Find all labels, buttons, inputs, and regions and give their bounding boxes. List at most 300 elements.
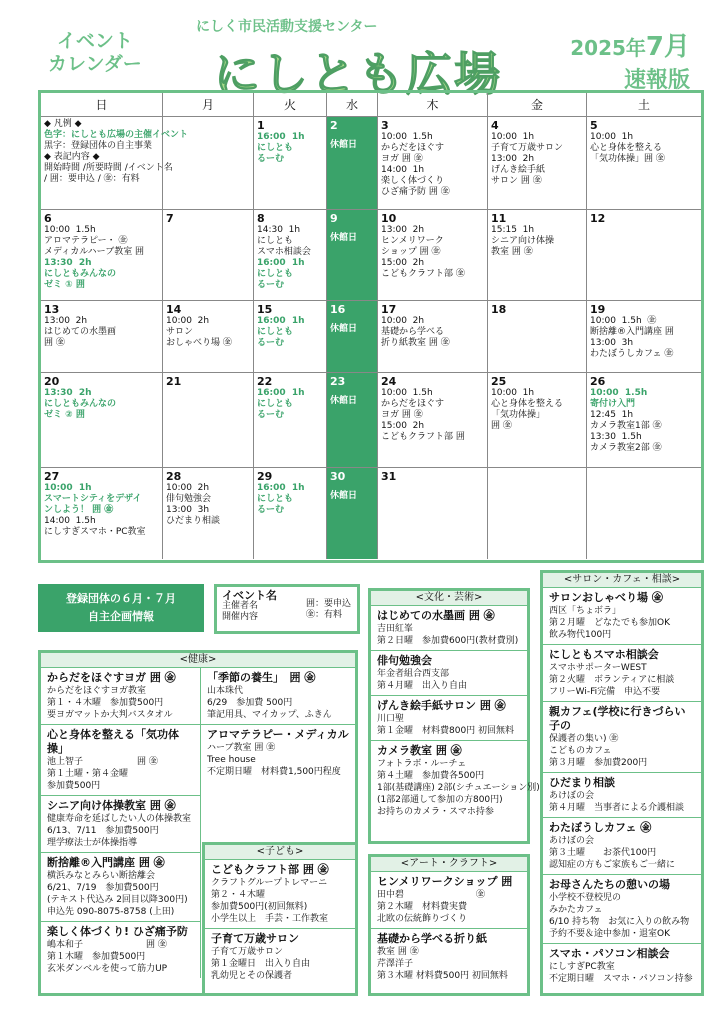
event-line: 10:00 2h (166, 483, 210, 493)
weekday-2: 火 (254, 93, 327, 116)
event-line: からだをほぐす (381, 399, 445, 409)
item-title: カメラ教室 囲 ㊎ (377, 744, 462, 757)
event-line: カメラ教室1部 ㊎ (590, 421, 662, 431)
item-line: 筆記用具、マイカップ、ふきん (207, 710, 332, 720)
item-line: お持ちのカメラ・スマホ持参 (377, 807, 494, 817)
event-line: アロマテラピー・ ㊎ (44, 236, 128, 246)
legend-right (306, 599, 351, 621)
item-title: 心と身体を整える「気功体操」 (47, 728, 179, 755)
day-cell (488, 468, 587, 559)
item-line: 第２火曜 ボランティアに相談 (549, 675, 675, 685)
event-line: にしすぎスマホ・PC教室 (44, 527, 146, 537)
section-item (371, 606, 527, 651)
event-line: からだをほぐす (381, 143, 445, 153)
item-title: わたぼうしカフェ ㊎ (549, 821, 652, 834)
item-title: こどもクラフト部 囲 ㊎ (211, 863, 329, 876)
section-item (371, 696, 527, 741)
event-line: 楽しく体づくり (381, 176, 445, 186)
day-cell (378, 117, 488, 209)
event-line: こどもクラフト部 囲 (381, 432, 465, 442)
item-title: 俳句勉強会 (377, 654, 432, 667)
day-cell (587, 117, 701, 209)
weekday-5: 金 (488, 93, 587, 116)
item-title: 楽しく体づくり! ひざ痛予防 (47, 925, 188, 938)
event-line: 断捨離®入門講座 囲 (590, 327, 674, 337)
event-line: 俳句勉強会 (166, 494, 212, 504)
art-section (368, 854, 530, 996)
legend-fee: ㊎：有料 (305, 610, 342, 620)
item-line: こどものカフェ (549, 746, 612, 756)
legend-text: 開始時間 /所要時間 /イベント名 (44, 163, 173, 173)
section-item (41, 922, 200, 978)
legend-text: ◆ 表記内容 ◆ (44, 152, 100, 162)
item-line: 第２月曜 どなたでも参加OK (549, 618, 670, 628)
event-line: ショップ 囲 ㊎ (381, 247, 441, 257)
day-number: 22 (257, 375, 273, 388)
section-item (41, 725, 200, 796)
event-line: はじめての水墨画 (44, 327, 117, 337)
day-number: 26 (590, 375, 606, 388)
weekday-3: 水 (327, 93, 378, 116)
event-line: シニア向け体操 (491, 236, 555, 246)
item-line: 第３土曜 お茶代100円 (549, 848, 657, 858)
culture-section (368, 588, 540, 844)
day-cell (41, 301, 163, 372)
section-item (543, 944, 701, 988)
item-line: 不定期日曜 スマホ・パソコン持参 (549, 974, 693, 984)
header-edition: 速報版 (623, 68, 690, 93)
day-cell (378, 210, 488, 300)
day-number: 3 (381, 119, 389, 132)
day-number: 15 (257, 303, 273, 316)
day-number: 4 (491, 119, 499, 132)
item-line: 1部(基礎講座) 2部(シチュエーション別) (377, 783, 540, 793)
event-line: 13:00 2h (44, 316, 88, 326)
day-number: 2 (330, 119, 338, 132)
day-cell (587, 468, 701, 559)
day-number: 9 (330, 212, 338, 225)
item-line: 第１金曜 材料費800円 初回無料 (377, 726, 515, 736)
section-item (543, 875, 701, 944)
event-line: こどもクラフト部 ㊎ (381, 269, 465, 279)
day-number: 8 (257, 212, 265, 225)
calendar (38, 90, 704, 563)
event-line: にしとも (257, 143, 294, 153)
week-row (41, 210, 701, 301)
legend-text: 黒字：登録団体の自主事業 (44, 141, 153, 151)
day-number: 13 (44, 303, 60, 316)
item-line: 第１木曜 参加費500円 (47, 952, 146, 962)
health-left (41, 668, 201, 978)
header-year: 2025年 (570, 36, 646, 60)
item-line: 6/29 参加費 500円 (207, 698, 293, 708)
day-cell (378, 373, 488, 467)
day-number: 21 (166, 375, 182, 388)
event-line: るーむ (257, 505, 285, 515)
item-line: 教室 囲 ㊎ (377, 947, 419, 957)
event-line: 10:00 1.5h (590, 388, 648, 398)
section-header: <健康> (41, 653, 355, 668)
section-item (371, 651, 527, 696)
item-line: 要ヨガマットか大判バスタオル (47, 710, 173, 720)
event-line: 「気功体操」囲 ㊎ (590, 154, 665, 164)
item-title: ヒンメリワークショップ 囲 (377, 875, 513, 888)
item-line: 第１金曜日 出入り自由 (211, 959, 311, 969)
item-line: 申込先 090-8075-8758 (上田) (47, 907, 175, 917)
item-title: にしともスマホ相談会 (549, 648, 659, 661)
day-number: 19 (590, 303, 606, 316)
legend-line2: 開催内容 (222, 612, 259, 622)
day-cell (327, 468, 378, 559)
day-number: 31 (381, 470, 397, 483)
event-line: 10:00 1h (491, 132, 535, 142)
item-line: 6/13、7/11 参加費500円 (47, 826, 159, 836)
event-line: 10:00 1.5h ㊎ (590, 316, 657, 326)
item-line: 嶋本和子 囲 ㊎ (47, 940, 167, 950)
event-line: ヨガ 囲 ㊎ (381, 410, 423, 420)
item-line: 第２日曜 参加費600円(教材費別) (377, 636, 519, 646)
event-line: 13:30 2h (44, 258, 92, 268)
closed-label: 休館日 (330, 233, 358, 243)
item-line: フォトラボ・ルーチェ (377, 759, 467, 769)
event-line: 10:00 1.5h (44, 225, 96, 235)
event-line: 13:30 1.5h (590, 432, 642, 442)
legend-line1: 主催者名 (222, 601, 259, 611)
item-title: 基礎から学べる折り紙 (377, 932, 487, 945)
item-line: あけぼの会 (549, 791, 595, 801)
item-line: 西区「ちょボラ」 (549, 606, 622, 616)
item-line: 玄米ダンベルを使って筋力UP (47, 964, 168, 974)
header-left-line1: イベント (56, 30, 133, 52)
item-title: ひだまり相談 (549, 776, 615, 789)
event-line: 囲 ㊎ (491, 421, 512, 431)
item-line: 保護者の集い) ㊎ (549, 734, 619, 744)
day-cell (254, 301, 327, 372)
legend-box (214, 584, 360, 634)
item-line: 第２木曜 材料費実費 (377, 902, 468, 912)
event-line: 10:00 1h (491, 388, 535, 398)
event-line: わたぼうしカフェ ㊎ (590, 349, 674, 359)
day-cell (41, 210, 163, 300)
event-line: 13:00 3h (590, 338, 634, 348)
item-line: 健康寿命を延ばしたい人の体操教室 (47, 814, 192, 824)
legend-text: / 囲：要申込 / ㊎：有料 (44, 174, 140, 184)
event-line: ヒンメリワーク (381, 236, 444, 246)
event-line: にしともみんなの (44, 269, 117, 279)
event-line: ゼミ ② 囲 (44, 410, 85, 420)
section-item (205, 860, 355, 929)
day-number: 16 (330, 303, 346, 316)
event-line: 教室 囲 ㊎ (491, 247, 533, 257)
item-title: スマホ・パソコン相談会 (549, 947, 670, 960)
day-cell (327, 373, 378, 467)
day-cell (488, 373, 587, 467)
event-line: 10:00 1h (590, 132, 634, 142)
event-line: ヨガ 囲 ㊎ (381, 154, 423, 164)
item-line: 第２・４木曜 (211, 890, 266, 900)
event-line: 心と身体を整える (491, 399, 564, 409)
event-line: 基礎から学べる (381, 327, 445, 337)
header-month: 7月 (645, 32, 690, 62)
weekday-0: 日 (41, 93, 163, 116)
item-line: 川口聖 (377, 714, 405, 724)
legend-text: ◆ 凡例 ◆ (44, 119, 82, 129)
legend-apply: 囲：要申込 (305, 599, 351, 609)
event-line: 15:00 2h (381, 258, 425, 268)
event-line: るーむ (257, 410, 285, 420)
section-item (41, 668, 200, 725)
event-line: 16:00 1h (257, 483, 305, 493)
item-title: サロンおしゃべり場 ㊎ (549, 591, 663, 604)
event-line: 15:15 1h (491, 225, 535, 235)
event-line: サロン 囲 ㊎ (491, 176, 542, 186)
event-line: るーむ (257, 154, 285, 164)
event-line: にしともみんなの (44, 399, 117, 409)
event-line: 10:00 2h (166, 316, 210, 326)
day-number: 10 (381, 212, 397, 225)
day-cell (163, 373, 254, 467)
legend-text: 色字：にしとも広場の主催イベント (44, 130, 189, 140)
item-line: 参加費500円 (47, 781, 101, 791)
section-item (201, 725, 355, 781)
day-cell (41, 373, 163, 467)
event-line: 13:00 2h (381, 225, 425, 235)
item-line: 参加費500円(初回無料) (211, 902, 308, 912)
item-line: 年金者組合西支部 (377, 669, 450, 679)
section-item (371, 929, 527, 985)
item-line: 認知症の方もご家族もご一緒に (549, 860, 676, 870)
event-line: にしとも (257, 269, 294, 279)
item-line: あけぼの会 (549, 836, 595, 846)
registered-org-title-line2: 自主企画情報 (88, 610, 154, 623)
item-title: 断捨離®入門講座 囲 ㊎ (47, 856, 165, 869)
event-line: おしゃべり場 ㊎ (166, 338, 232, 348)
event-line: るーむ (257, 338, 285, 348)
event-line: ゼミ ① 囲 (44, 280, 85, 290)
day-number: 20 (44, 375, 60, 388)
day-number: 11 (491, 212, 507, 225)
item-line: 山本珠代 (207, 686, 244, 696)
section-item (201, 668, 355, 725)
kids-section (202, 842, 358, 996)
closed-label: 休館日 (330, 396, 358, 406)
item-line: 第１・４木曜 参加費500円 (47, 698, 164, 708)
salon-section (540, 570, 704, 996)
day-cell (488, 210, 587, 300)
event-line: 囲 ㊎ (44, 338, 65, 348)
day-number: 30 (330, 470, 346, 483)
section-item (543, 702, 701, 773)
day-cell (327, 301, 378, 372)
section-item (41, 853, 200, 922)
section-item (205, 929, 355, 985)
event-line: 16:00 1h (257, 388, 305, 398)
item-line: 子育て万歳サロン (211, 947, 284, 957)
event-line: 14:30 1h (257, 225, 301, 235)
page-title: にしとも広場 (214, 47, 502, 101)
item-line: 芹澤洋子 (377, 959, 414, 969)
item-line: 第３月曜 参加費200円 (549, 758, 648, 768)
weekday-1: 月 (163, 93, 254, 116)
item-line: 北欧の伝統飾りづくり (377, 914, 468, 924)
section-item (543, 645, 701, 702)
event-line: 15:00 2h (381, 421, 425, 431)
event-line: 10:00 1.5h (381, 132, 433, 142)
day-cell (254, 117, 327, 209)
header-subtitle: にしく市民活動支援センター (196, 19, 378, 35)
day-number: 17 (381, 303, 397, 316)
day-number: 1 (257, 119, 265, 132)
event-line: 16:00 1h (257, 316, 305, 326)
day-number: 29 (257, 470, 273, 483)
section-header: <アート・クラフト> (371, 857, 527, 872)
item-line: 6/10 持ち物 お気に入りの飲み物 (549, 917, 690, 927)
item-line: 不定期日曜 材料費1,500円程度 (207, 767, 341, 777)
section-item (41, 796, 200, 853)
item-line: フリーWi-Fi完備 申込不要 (549, 687, 661, 697)
day-number: 27 (44, 470, 60, 483)
event-line: 10:00 1.5h (381, 388, 433, 398)
item-line: 第４土曜 参加費各500円 (377, 771, 485, 781)
item-line: 乳幼児とその保護者 (211, 971, 293, 981)
event-line: 13:00 2h (491, 154, 535, 164)
day-cell (378, 301, 488, 372)
event-line: カメラ教室2部 ㊎ (590, 443, 662, 453)
day-number: 12 (590, 212, 606, 225)
day-cell (488, 301, 587, 372)
item-line: 小学校不登校児の (549, 893, 622, 903)
item-title: アロマテラピー・メディカル (207, 728, 349, 741)
item-line: ハーブ教室 囲 ㊎ (207, 743, 276, 753)
event-line: にしとも (257, 236, 294, 246)
event-line: メディカルハーブ教室 囲 (44, 247, 145, 257)
event-line: 折り紙教室 囲 ㊎ (381, 338, 450, 348)
event-line: 14:00 1.5h (44, 516, 96, 526)
day-number: 18 (491, 303, 507, 316)
day-cell (163, 117, 254, 209)
item-title: 子育て万歳サロン (211, 932, 299, 945)
day-cell (41, 117, 189, 209)
day-cell (41, 468, 163, 559)
week-row (41, 468, 701, 559)
header-left (48, 30, 142, 76)
item-line: (1部2部通して参加の方800円) (377, 795, 503, 805)
event-line: ひだまり相談 (166, 516, 221, 526)
event-line: 16:00 1h (257, 258, 305, 268)
day-number: 25 (491, 375, 507, 388)
registered-org-title (38, 584, 204, 632)
event-line: 14:00 1h (381, 165, 425, 175)
event-line: スマホ相談会 (257, 247, 311, 257)
day-cell (163, 468, 254, 559)
weekday-row (41, 93, 701, 117)
registered-org-title-line1: 登録団体の６月・７月 (66, 592, 176, 605)
event-line: 心と身体を整える (590, 143, 663, 153)
item-title: お母さんたちの憩いの場 (549, 878, 670, 891)
day-cell (163, 210, 254, 300)
section-item (371, 741, 540, 821)
item-title: 「季節の養生」 囲 ㊎ (207, 671, 316, 684)
section-header: <文化・芸術> (371, 591, 527, 606)
event-line: るーむ (257, 280, 285, 290)
event-line: にしとも (257, 327, 294, 337)
item-line: 飲み物代100円 (549, 630, 612, 640)
legend-title: イベント名 (222, 589, 277, 602)
item-line: Tree house (207, 755, 256, 765)
event-line: サロン (166, 327, 194, 337)
day-number: 14 (166, 303, 182, 316)
item-title: げんき絵手紙サロン 囲 ㊎ (377, 699, 506, 712)
item-line: 池上智子 囲 ㊎ (47, 757, 158, 767)
item-line: 第４月曜 当事者による介護相談 (549, 803, 685, 813)
week-row (41, 301, 701, 373)
section-header: <サロン・カフェ・相談> (543, 573, 701, 588)
event-line: 子育て万歳サロン (491, 143, 564, 153)
day-cell (587, 210, 701, 300)
item-line: からだをほぐすヨガ教室 (47, 686, 147, 696)
closed-label: 休館日 (330, 491, 358, 501)
item-line: (テキスト代込み 2回目以降300円) (47, 895, 188, 905)
section-item (543, 773, 701, 818)
day-number: 28 (166, 470, 182, 483)
item-line: にしすぎPC教室 (549, 962, 615, 972)
event-line: 10:00 2h (381, 316, 425, 326)
day-cell (254, 468, 327, 559)
item-line: 横浜みなとみらい断捨離会 (47, 871, 156, 881)
section-item (543, 818, 701, 875)
day-cell (327, 210, 378, 300)
event-line: 10:00 1h (44, 483, 92, 493)
section-header: <子ども> (205, 845, 355, 860)
item-title: はじめての水墨画 囲 ㊎ (377, 609, 495, 622)
item-line: みかたカフェ (549, 905, 603, 915)
item-line: 吉田紅峯 (377, 624, 414, 634)
item-title: シニア向け体操教室 囲 ㊎ (47, 799, 176, 812)
item-line: スマホサポーターWEST (549, 663, 647, 673)
item-line: 第４月曜 出入り自由 (377, 681, 468, 691)
event-line: ンしよう！ 囲 ㊎ (44, 505, 114, 515)
item-title: からだをほぐすヨガ 囲 ㊎ (47, 671, 176, 684)
header-right (570, 26, 690, 94)
closed-label: 休館日 (330, 140, 358, 150)
section-item (543, 588, 701, 645)
item-line: 理学療法士が体操指導 (47, 838, 138, 848)
event-line: 「気功体操」 (491, 410, 546, 420)
day-cell (254, 373, 327, 467)
event-line: 13:00 3h (166, 505, 210, 515)
section-item (371, 872, 527, 929)
weekday-4: 木 (378, 93, 488, 116)
item-line: 予約不要＆途中参加・退室OK (549, 929, 670, 939)
item-line: 小学生以上 手芸・工作教室 (211, 914, 329, 924)
day-cell (488, 117, 587, 209)
item-line: クラフトグループトレマーニ (211, 878, 328, 888)
event-line: げんき絵手紙 (491, 165, 546, 175)
event-line: 寄付け入門 (590, 399, 636, 409)
day-cell (587, 373, 701, 467)
day-number: 6 (44, 212, 52, 225)
day-number: 23 (330, 375, 346, 388)
day-cell (378, 468, 488, 559)
event-line: 12:45 1h (590, 410, 634, 420)
event-line: スマートシティをデザイ (44, 494, 142, 504)
calendar-weeks (41, 117, 701, 559)
item-line: 田中碧 ㊎ (377, 890, 486, 900)
event-line: 16:00 1h (257, 132, 305, 142)
closed-label: 休館日 (330, 324, 358, 334)
day-cell (163, 301, 254, 372)
item-line: 6/21、7/19 参加費500円 (47, 883, 159, 893)
